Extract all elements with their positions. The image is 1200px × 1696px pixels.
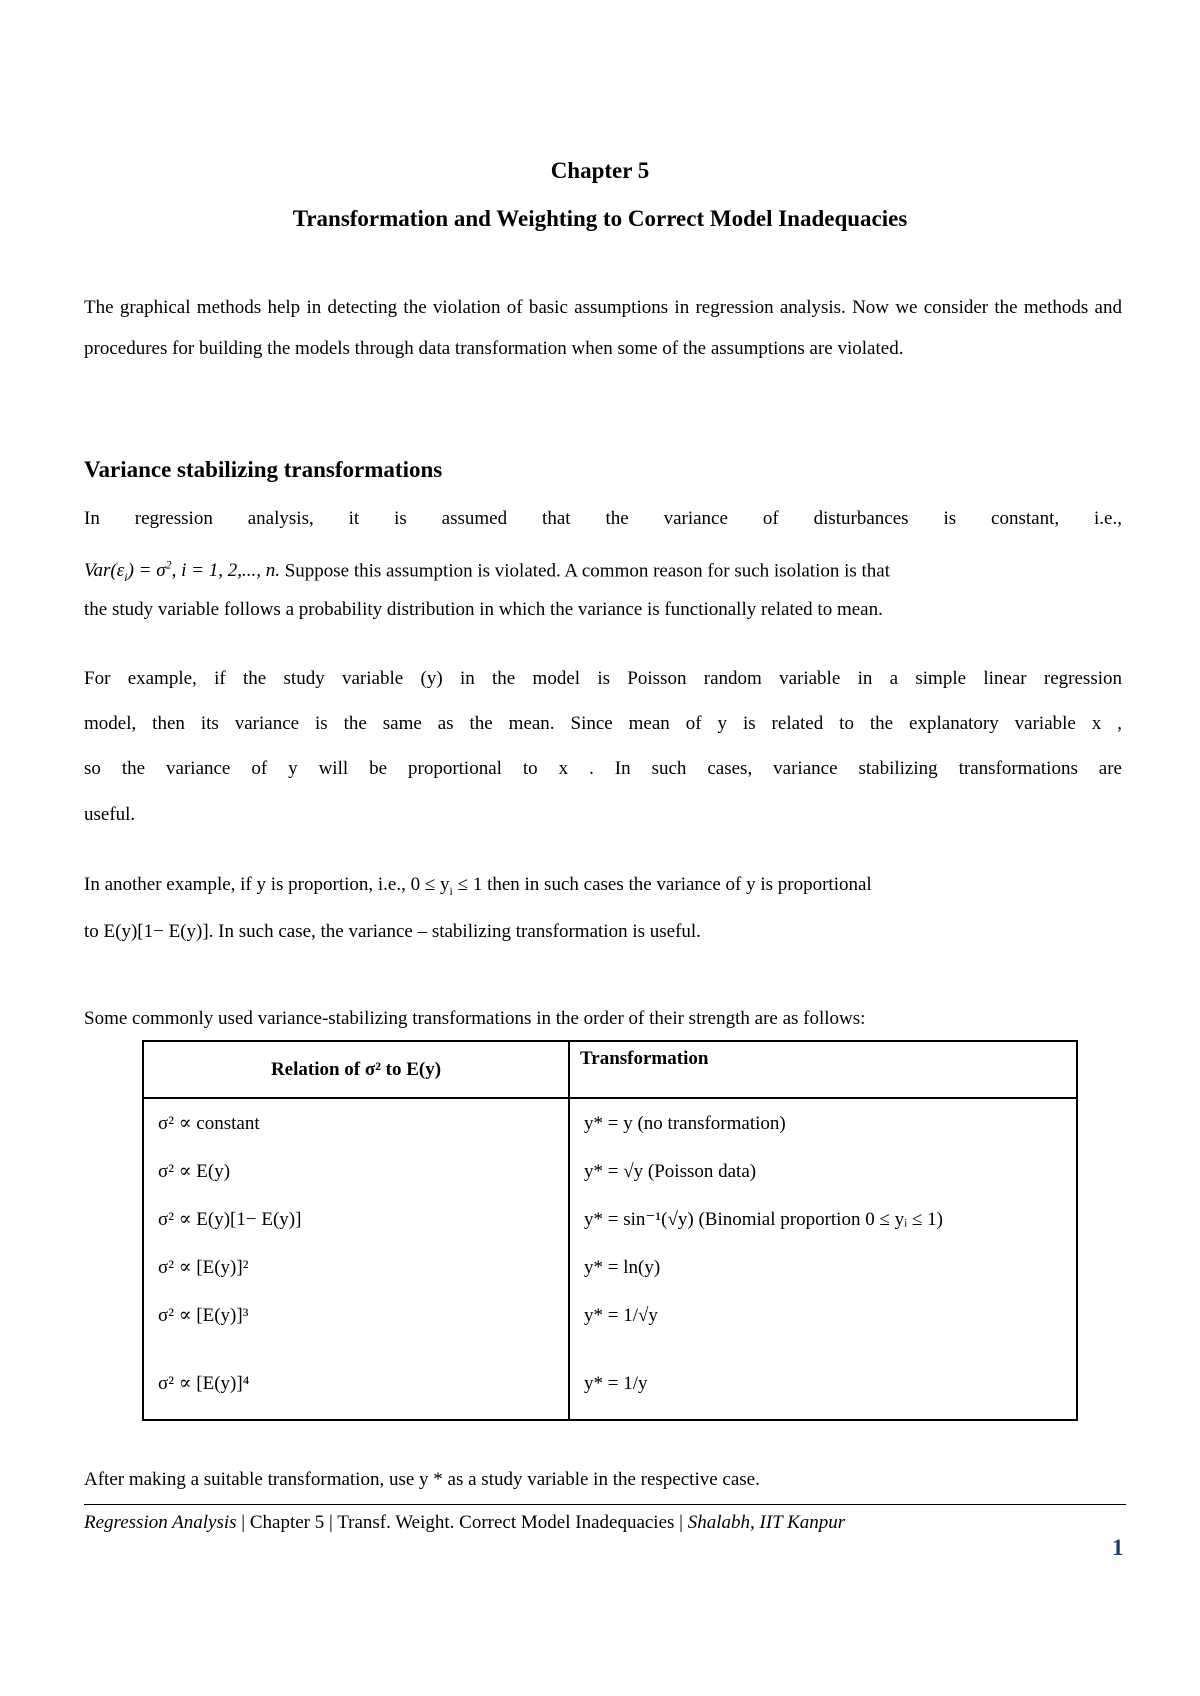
footer-author: Shalabh, IIT Kanpur bbox=[687, 1512, 846, 1533]
relation-cell: σ² ∝ E(y)[1− E(y)] bbox=[158, 1209, 302, 1230]
para2-line3: so the variance of y will be proportional to x . In such cases, variance stabilizing transformations are bbox=[84, 758, 1122, 779]
transformation-column bbox=[569, 1098, 1077, 1420]
table-header-relation: Relation of σ² to E(y) bbox=[143, 1041, 569, 1098]
footer-chapter-info: | Chapter 5 | Transf. Weight. Correct Model Inadequacies | bbox=[236, 1512, 688, 1533]
relation-cell: σ² ∝ E(y) bbox=[158, 1161, 231, 1182]
para1-line2 bbox=[84, 553, 1122, 589]
table-header-transformation: Transformation bbox=[569, 1041, 1077, 1098]
footer-book-title: Regression Analysis bbox=[84, 1512, 237, 1533]
para1-line1: In regression analysis, it is assumed that the variance of disturbances is constant, i.e., bbox=[84, 508, 1122, 529]
page-number: 1 bbox=[1112, 1535, 1124, 1560]
chapter-title: Transformation and Weighting to Correct Model Inadequacies bbox=[292, 206, 908, 231]
para2-line1: For example, if the study variable (y) in the model is Poisson random variable in a simple linear regression bbox=[84, 668, 1122, 689]
relation-cell: σ² ∝ [E(y)]² bbox=[158, 1257, 249, 1278]
relation-cell: σ² ∝ constant bbox=[158, 1113, 260, 1134]
transformation-cell: y* = 1/y bbox=[584, 1373, 648, 1394]
after-table-text: After making a suitable transformation, use y * as a study variable in the respective case. bbox=[84, 1469, 760, 1490]
variance-equation: $Var(\varepsilon_i) = \sigma^2$, i = 1, 2,..., n. bbox=[84, 558, 280, 585]
chapter-heading: Chapter 5 bbox=[550, 158, 650, 183]
para3-line1a: In another example, if y is proportion, i.e., 0 ≤ y bbox=[84, 874, 450, 895]
section-heading: Variance stabilizing transformations bbox=[84, 457, 443, 482]
para3-line1b: ≤ 1 then in such cases the variance of y is proportional bbox=[452, 874, 872, 895]
para3-line2: to E(y)[1− E(y)]. In such case, the variance – stabilizing transformation is useful. bbox=[84, 921, 701, 942]
transformation-cell: y* = ln(y) bbox=[584, 1257, 661, 1278]
para1-line3: the study variable follows a probability distribution in which the variance is functionally related to mean. bbox=[84, 599, 883, 620]
transformation-cell: y* = 1/√y bbox=[584, 1305, 658, 1326]
intro-paragraph: The graphical methods help in detecting the violation of basic assumptions in regression analysis. Now we consider the methods and procedures for building the models through data transformation when some of the assumptions are violated. bbox=[84, 297, 1122, 359]
para4: Some commonly used variance-stabilizing transformations in the order of their strength are as follows: bbox=[84, 1008, 866, 1029]
transformation-table bbox=[142, 1040, 1078, 1421]
table-body-row bbox=[143, 1098, 1077, 1420]
relation-cell: σ² ∝ [E(y)]³ bbox=[158, 1305, 249, 1326]
relation-cell: σ² ∝ [E(y)]⁴ bbox=[158, 1373, 250, 1394]
footer-divider bbox=[84, 1504, 1126, 1505]
para2-line2: model, then its variance is the same as the mean. Since mean of y is related to the explanatory variable x , bbox=[84, 713, 1122, 734]
page-footer bbox=[84, 1512, 845, 1534]
para3-line1: In another example, if y is proportion, i.e., $0 \le y_i \le 1$ then in such cases the variance of y is proportional bbox=[84, 874, 872, 898]
para2-line4: useful. bbox=[84, 804, 136, 825]
table-header-row bbox=[143, 1041, 1077, 1098]
relation-column bbox=[143, 1098, 569, 1420]
transformation-cell: y* = y (no transformation) bbox=[584, 1113, 786, 1134]
para1-line2-text: Suppose this assumption is violated. A common reason for such isolation is that bbox=[279, 560, 891, 582]
transformation-cell: y* = √y (Poisson data) bbox=[584, 1161, 757, 1182]
transformation-cell: y* = sin⁻¹(√y) (Binomial proportion 0 ≤ yᵢ ≤ 1) bbox=[584, 1209, 943, 1230]
